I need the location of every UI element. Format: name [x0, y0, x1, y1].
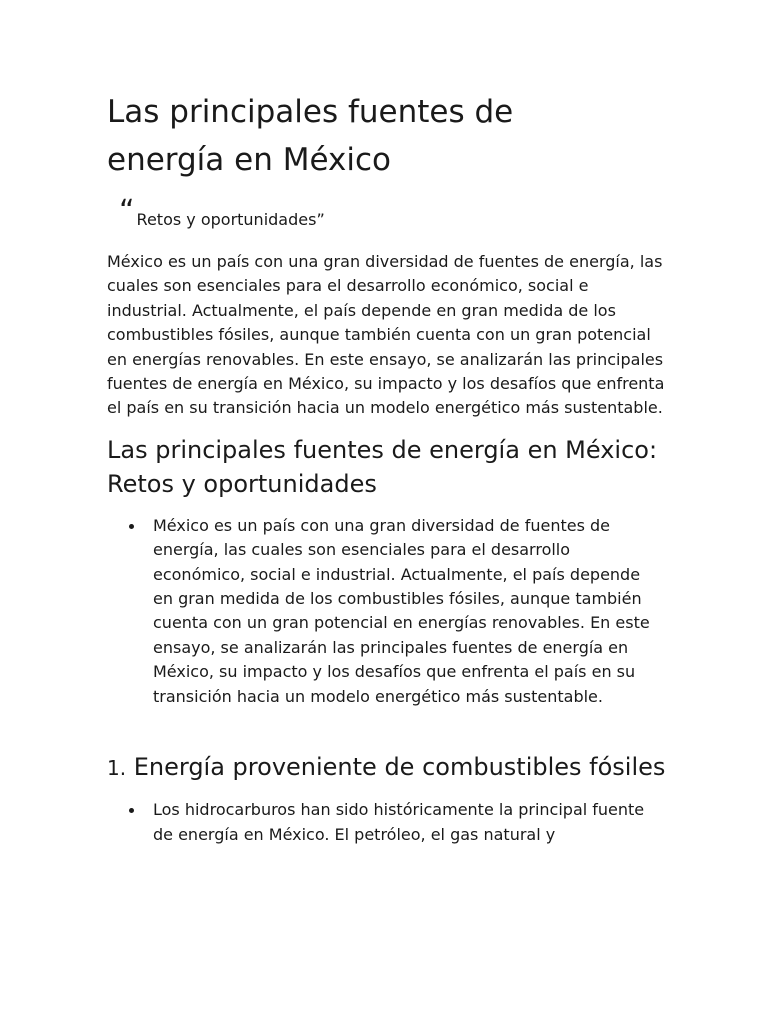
list-item-text: Los hidrocarburos han sido históricamente la principal fuente de energía en México. El petróleo, el gas natural y	[153, 800, 645, 844]
intro-paragraph: México es un país con una gran diversidad de fuentes de energía, las cuales son esenciales para el desarrollo económico, social e industrial. Actualmente, el país depende en gran medida de los combustibles fósiles, aunque también cuenta con un gran potencial en energías renovables. En este ensayo, se analizarán las principales fuentes de energía en México, su impacto y los desafíos que enfrenta el país en su transición hacia un modelo energético más sustentable.	[107, 252, 665, 418]
bullet-list-combustibles	[107, 798, 667, 847]
section-heading-retos: Las principales fuentes de energía en México: Retos y oportunidades	[107, 435, 658, 498]
bullet-icon	[129, 524, 134, 529]
list-item	[107, 514, 663, 709]
subtitle-quote	[119, 194, 667, 232]
subtitle-text: Retos y oportunidades”	[136, 210, 325, 229]
bullet-icon	[129, 808, 134, 813]
open-quote-mark: “	[119, 194, 135, 229]
bullet-list-retos	[107, 514, 667, 709]
document-title: Las principales fuentes de energía en México	[107, 94, 514, 178]
document-page	[107, 88, 667, 847]
list-item-text: México es un país con una gran diversidad de fuentes de energía, las cuales son esenciales para el desarrollo económico, social e industrial. Actualmente, el país depende en gran medida de los combustibles fósiles, aunque también cuenta con un gran potencial en energías renovables. En este ensayo, se analizarán las principales fuentes de energía en México, su impacto y los desafíos que enfrenta el país en su transición hacia un modelo energético más sustentable.	[153, 515, 650, 706]
section-heading-combustibles	[107, 749, 667, 786]
list-item	[107, 798, 663, 847]
section-heading-text: Energía proveniente de combustibles fósiles	[133, 753, 666, 782]
section-number: 1.	[107, 756, 127, 781]
